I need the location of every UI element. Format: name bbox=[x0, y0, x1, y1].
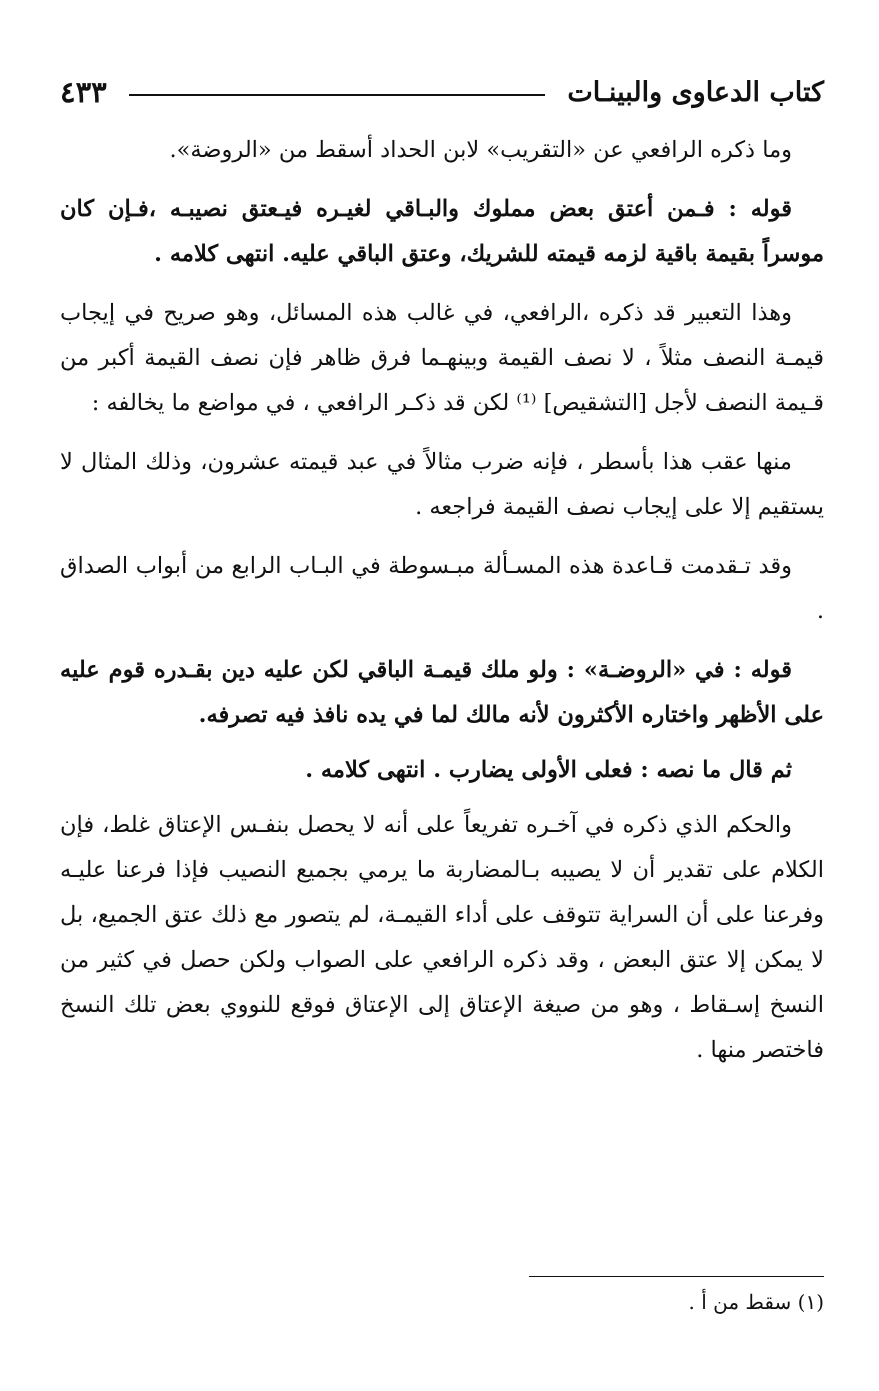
running-header bbox=[60, 70, 824, 114]
book-title: كتاب الدعاوى والبينـات bbox=[567, 76, 824, 108]
footnote: (١) سقط من أ . bbox=[688, 1290, 824, 1314]
paragraph: منها عقب هذا بأسطر ، فإنه ضرب مثالاً في عبد قيمته عشرون، وذلك المثال لا يستقيم إلا على إيجاب نصف القيمة فراجعه . bbox=[60, 449, 824, 520]
header-rule bbox=[129, 94, 546, 96]
quoted-paragraph: قوله : فـمن أعتق بعض مملوك والبـاقي لغيـره فيـعتق نصيبـه ،فـإن كان موسراً بقيمة باقية لزمه قيمته للشريك، وعتق الباقي عليه. انتهى كلامه . bbox=[60, 196, 824, 267]
quoted-paragraph: ثم قال ما نصه : فعلى الأولى يضارب . انتهى كلامه . bbox=[305, 757, 792, 783]
quoted-paragraph: قوله : في «الروضـة» : ولو ملك قيمـة الباقي لكن عليه دين بقـدره قوم عليه على الأظهر واختاره الأكثرون لأنه مالك لما في يده نافذ فيه تصرفه. bbox=[60, 657, 824, 728]
footnote-rule bbox=[529, 1276, 824, 1277]
page-body bbox=[60, 128, 824, 1087]
paragraph: وقد تـقدمت قـاعدة هذه المسـألة مبـسوطة في البـاب الرابع من أبواب الصداق . bbox=[60, 553, 824, 624]
paragraph: وما ذكره الرافعي عن «التقريب» لابن الحداد أسقط من «الروضة». bbox=[169, 137, 792, 163]
page-number: ٤٣٣ bbox=[60, 75, 107, 109]
paragraph: والحكم الذي ذكره في آخـره تفريعاً على أنه لا يحصل بنفـس الإعتاق غلط، فإن الكلام على تقدير أن لا يصيبه بـالمضاربة ما يرمي بجميع النصيب فإذا فرعنا عليـه وفرعنا على أن السراية تتوقف على أداء القيمـة، لم يتصور مع ذلك عتق الجميع، بل لا يمكن إلا عتق البعض ، وقد ذكره الرافعي على الصواب ولكن حصل في كثير من النسخ إسـقاط ، وهو من صيغة الإعتاق إلى الإعتاق فوقع للنووي بعض تلك النسخ فاختصر منها . bbox=[60, 812, 824, 1063]
paragraph: وهذا التعبير قد ذكره ،الرافعي، في غالب هذه المسائل، وهو صريح في إيجاب قيمـة النصف مثلاً ، لا نصف القيمة وبينهـما فرق ظاهر فإن نصف القيمة أكبر من قـيمة النصف لأجل [التشقيص] ⁽¹⁾ لكن قد ذكـر الرافعي ، في مواضع ما يخالفه : bbox=[60, 300, 824, 416]
